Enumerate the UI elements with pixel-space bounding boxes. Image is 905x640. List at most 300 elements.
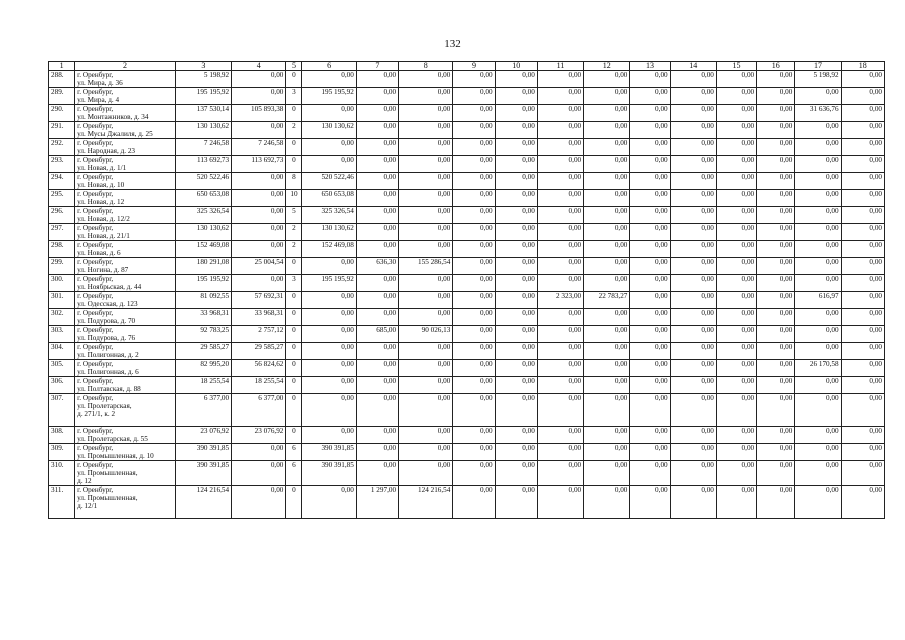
amount-cell: 0,00 bbox=[302, 377, 356, 394]
amount-cell: 130 130,62 bbox=[175, 122, 231, 139]
amount-cell: 0,00 bbox=[453, 207, 495, 224]
amount-cell: 180 291,08 bbox=[175, 258, 231, 275]
amount-cell: 0,00 bbox=[453, 394, 495, 427]
amount-cell: 23 076,92 bbox=[232, 427, 286, 444]
table-row bbox=[49, 275, 885, 292]
amount-cell: 0,00 bbox=[670, 105, 716, 122]
amount-cell: 0,00 bbox=[453, 88, 495, 105]
amount-cell: 0,00 bbox=[302, 105, 356, 122]
amount-cell: 0,00 bbox=[584, 122, 630, 139]
amount-cell: 0,00 bbox=[495, 377, 537, 394]
amount-cell: 195 195,92 bbox=[302, 88, 356, 105]
amount-cell: 390 391,85 bbox=[175, 444, 231, 461]
amount-cell: 0,00 bbox=[670, 88, 716, 105]
amount-cell: 0,00 bbox=[453, 275, 495, 292]
amount-cell: 650 653,08 bbox=[302, 190, 356, 207]
table-row bbox=[49, 427, 885, 444]
amount-cell: 0,00 bbox=[356, 207, 398, 224]
amount-cell: 0,00 bbox=[716, 173, 756, 190]
amount-cell: 0,00 bbox=[670, 156, 716, 173]
amount-cell: 0,00 bbox=[232, 71, 286, 88]
amount-cell: 0,00 bbox=[716, 292, 756, 309]
amount-cell: 0,00 bbox=[537, 190, 583, 207]
amount-cell: 0,00 bbox=[716, 105, 756, 122]
amount-cell: 0,00 bbox=[584, 309, 630, 326]
row-number: 306. bbox=[49, 377, 75, 394]
amount-cell: 0,00 bbox=[584, 71, 630, 88]
amount-cell: 0,00 bbox=[399, 88, 453, 105]
amount-cell: 0,00 bbox=[584, 461, 630, 486]
amount-cell: 0,00 bbox=[584, 343, 630, 360]
amount-cell: 0,00 bbox=[584, 486, 630, 519]
amount-cell: 0,00 bbox=[757, 224, 795, 241]
amount-cell: 0,00 bbox=[670, 444, 716, 461]
amount-cell: 0,00 bbox=[399, 207, 453, 224]
amount-cell: 0,00 bbox=[453, 461, 495, 486]
table-row bbox=[49, 105, 885, 122]
amount-cell: 0,00 bbox=[399, 241, 453, 258]
amount-cell: 0,00 bbox=[302, 394, 356, 427]
amount-cell: 0,00 bbox=[630, 326, 670, 343]
amount-cell: 0,00 bbox=[841, 427, 884, 444]
amount-cell: 0,00 bbox=[630, 241, 670, 258]
amount-cell: 0,00 bbox=[453, 343, 495, 360]
amount-cell: 0,00 bbox=[670, 139, 716, 156]
amount-cell: 0,00 bbox=[670, 461, 716, 486]
amount-cell: 0,00 bbox=[453, 241, 495, 258]
amount-cell: 0,00 bbox=[399, 105, 453, 122]
column-number-6: 6 bbox=[302, 62, 356, 71]
row-number: 303. bbox=[49, 326, 75, 343]
column-number-5: 5 bbox=[286, 62, 302, 71]
amount-cell: 0,00 bbox=[841, 156, 884, 173]
amount-cell: 0,00 bbox=[757, 241, 795, 258]
amount-cell: 0,00 bbox=[453, 105, 495, 122]
amount-cell: 0,00 bbox=[670, 377, 716, 394]
column-number-17: 17 bbox=[795, 62, 841, 71]
amount-cell: 0,00 bbox=[716, 360, 756, 377]
amount-cell: 0,00 bbox=[356, 292, 398, 309]
amount-cell: 23 076,92 bbox=[175, 427, 231, 444]
address-cell: г. Оренбург, ул. Пролетарская, д. 55 bbox=[75, 427, 176, 444]
amount-cell: 0,00 bbox=[716, 326, 756, 343]
address-cell: г. Оренбург, ул. Новая, д. 10 bbox=[75, 173, 176, 190]
amount-cell: 0,00 bbox=[757, 173, 795, 190]
column-number-4: 4 bbox=[232, 62, 286, 71]
amount-cell: 0,00 bbox=[757, 461, 795, 486]
row-number: 297. bbox=[49, 224, 75, 241]
count-cell: 2 bbox=[286, 122, 302, 139]
amount-cell: 0,00 bbox=[757, 207, 795, 224]
amount-cell: 0,00 bbox=[757, 105, 795, 122]
amount-cell: 0,00 bbox=[795, 207, 841, 224]
address-cell: г. Оренбург, ул. Монтажников, д. 34 bbox=[75, 105, 176, 122]
address-cell: г. Оренбург, ул. Полтавская, д. 88 bbox=[75, 377, 176, 394]
count-cell: 0 bbox=[286, 258, 302, 275]
amount-cell: 0,00 bbox=[630, 88, 670, 105]
amount-cell: 0,00 bbox=[670, 360, 716, 377]
amount-cell: 0,00 bbox=[399, 292, 453, 309]
amount-cell: 0,00 bbox=[399, 377, 453, 394]
table-row bbox=[49, 461, 885, 486]
amount-cell: 0,00 bbox=[537, 207, 583, 224]
row-number: 300. bbox=[49, 275, 75, 292]
amount-cell: 1 297,00 bbox=[356, 486, 398, 519]
amount-cell: 0,00 bbox=[453, 258, 495, 275]
amount-cell: 0,00 bbox=[232, 241, 286, 258]
amount-cell: 0,00 bbox=[841, 122, 884, 139]
amount-cell: 113 692,73 bbox=[175, 156, 231, 173]
amount-cell: 0,00 bbox=[795, 258, 841, 275]
amount-cell: 0,00 bbox=[356, 156, 398, 173]
amount-cell: 0,00 bbox=[841, 105, 884, 122]
amount-cell: 0,00 bbox=[716, 190, 756, 207]
amount-cell: 0,00 bbox=[630, 486, 670, 519]
amount-cell: 0,00 bbox=[495, 394, 537, 427]
row-number: 305. bbox=[49, 360, 75, 377]
amount-cell: 0,00 bbox=[356, 105, 398, 122]
amount-cell: 0,00 bbox=[757, 360, 795, 377]
column-number-9: 9 bbox=[453, 62, 495, 71]
amount-cell: 0,00 bbox=[841, 486, 884, 519]
count-cell: 0 bbox=[286, 394, 302, 427]
amount-cell: 0,00 bbox=[716, 241, 756, 258]
amount-cell: 0,00 bbox=[757, 427, 795, 444]
amount-cell: 0,00 bbox=[537, 427, 583, 444]
column-number-1: 1 bbox=[49, 62, 75, 71]
row-number: 292. bbox=[49, 139, 75, 156]
amount-cell: 7 246,58 bbox=[232, 139, 286, 156]
amount-cell: 0,00 bbox=[356, 122, 398, 139]
amount-cell: 0,00 bbox=[795, 444, 841, 461]
amount-cell: 0,00 bbox=[795, 309, 841, 326]
address-cell: г. Оренбург, ул. Пролетарская, д. 271/1, к. 2 bbox=[75, 394, 176, 427]
amount-cell: 0,00 bbox=[537, 241, 583, 258]
row-number: 301. bbox=[49, 292, 75, 309]
amount-cell: 7 246,58 bbox=[175, 139, 231, 156]
amount-cell: 0,00 bbox=[716, 309, 756, 326]
amount-cell: 0,00 bbox=[716, 377, 756, 394]
address-cell: г. Оренбург, ул. Мира, д. 4 bbox=[75, 88, 176, 105]
count-cell: 0 bbox=[286, 71, 302, 88]
amount-cell: 5 198,92 bbox=[175, 71, 231, 88]
table-row bbox=[49, 207, 885, 224]
amount-cell: 0,00 bbox=[757, 122, 795, 139]
count-cell: 8 bbox=[286, 173, 302, 190]
amount-cell: 0,00 bbox=[399, 224, 453, 241]
amount-cell: 0,00 bbox=[757, 139, 795, 156]
amount-cell: 0,00 bbox=[537, 360, 583, 377]
amount-cell: 0,00 bbox=[670, 275, 716, 292]
amount-cell: 0,00 bbox=[537, 486, 583, 519]
amount-cell: 0,00 bbox=[841, 461, 884, 486]
amount-cell: 0,00 bbox=[453, 360, 495, 377]
amount-cell: 0,00 bbox=[399, 427, 453, 444]
amount-cell: 0,00 bbox=[757, 394, 795, 427]
address-cell: г. Оренбург, ул. Подурова, д. 70 bbox=[75, 309, 176, 326]
amount-cell: 0,00 bbox=[795, 326, 841, 343]
amount-cell: 0,00 bbox=[670, 394, 716, 427]
amount-cell: 0,00 bbox=[232, 207, 286, 224]
amount-cell: 0,00 bbox=[795, 427, 841, 444]
amount-cell: 520 522,46 bbox=[302, 173, 356, 190]
amount-cell: 0,00 bbox=[670, 71, 716, 88]
amount-cell: 616,97 bbox=[795, 292, 841, 309]
amount-cell: 0,00 bbox=[537, 156, 583, 173]
amount-cell: 0,00 bbox=[757, 190, 795, 207]
amount-cell: 152 469,08 bbox=[302, 241, 356, 258]
row-number: 311. bbox=[49, 486, 75, 519]
count-cell: 2 bbox=[286, 224, 302, 241]
amount-cell: 18 255,54 bbox=[232, 377, 286, 394]
amount-cell: 325 326,54 bbox=[302, 207, 356, 224]
amount-cell: 0,00 bbox=[356, 275, 398, 292]
amount-cell: 195 195,92 bbox=[302, 275, 356, 292]
amount-cell: 0,00 bbox=[453, 139, 495, 156]
table-row bbox=[49, 71, 885, 88]
table-row bbox=[49, 156, 885, 173]
table-row bbox=[49, 309, 885, 326]
amount-cell: 0,00 bbox=[356, 309, 398, 326]
amount-cell: 195 195,92 bbox=[175, 88, 231, 105]
amount-cell: 0,00 bbox=[453, 427, 495, 444]
amount-cell: 0,00 bbox=[584, 224, 630, 241]
amount-cell: 0,00 bbox=[716, 258, 756, 275]
amount-cell: 0,00 bbox=[399, 343, 453, 360]
count-cell: 6 bbox=[286, 461, 302, 486]
amount-cell: 0,00 bbox=[302, 309, 356, 326]
amount-cell: 155 286,54 bbox=[399, 258, 453, 275]
amount-cell: 0,00 bbox=[495, 190, 537, 207]
amount-cell: 0,00 bbox=[584, 394, 630, 427]
amount-cell: 0,00 bbox=[716, 207, 756, 224]
amount-cell: 0,00 bbox=[584, 360, 630, 377]
amount-cell: 0,00 bbox=[584, 427, 630, 444]
amount-cell: 0,00 bbox=[670, 427, 716, 444]
row-number: 310. bbox=[49, 461, 75, 486]
amount-cell: 0,00 bbox=[841, 139, 884, 156]
amount-cell: 0,00 bbox=[584, 105, 630, 122]
table-row bbox=[49, 486, 885, 519]
amount-cell: 0,00 bbox=[495, 360, 537, 377]
amount-cell: 90 026,13 bbox=[399, 326, 453, 343]
amount-cell: 0,00 bbox=[356, 343, 398, 360]
amount-cell: 0,00 bbox=[630, 444, 670, 461]
amount-cell: 0,00 bbox=[356, 139, 398, 156]
amount-cell: 130 130,62 bbox=[302, 122, 356, 139]
column-number-8: 8 bbox=[399, 62, 453, 71]
amount-cell: 0,00 bbox=[757, 275, 795, 292]
row-number: 308. bbox=[49, 427, 75, 444]
amount-cell: 152 469,08 bbox=[175, 241, 231, 258]
amount-cell: 0,00 bbox=[453, 71, 495, 88]
amount-cell: 0,00 bbox=[495, 309, 537, 326]
row-number: 293. bbox=[49, 156, 75, 173]
row-number: 299. bbox=[49, 258, 75, 275]
amount-cell: 0,00 bbox=[232, 224, 286, 241]
row-number: 304. bbox=[49, 343, 75, 360]
table-row bbox=[49, 377, 885, 394]
amount-cell: 0,00 bbox=[356, 377, 398, 394]
amount-cell: 0,00 bbox=[232, 173, 286, 190]
address-cell: г. Оренбург, ул. Новая, д. 6 bbox=[75, 241, 176, 258]
amount-cell: 31 636,76 bbox=[795, 105, 841, 122]
amount-cell: 0,00 bbox=[716, 427, 756, 444]
amount-cell: 0,00 bbox=[495, 122, 537, 139]
amount-cell: 0,00 bbox=[716, 444, 756, 461]
amount-cell: 0,00 bbox=[495, 156, 537, 173]
amount-cell: 0,00 bbox=[670, 173, 716, 190]
row-number: 307. bbox=[49, 394, 75, 427]
address-cell: г. Оренбург, ул. Мира, д. 36 bbox=[75, 71, 176, 88]
amount-cell: 0,00 bbox=[670, 486, 716, 519]
amount-cell: 0,00 bbox=[356, 71, 398, 88]
amount-cell: 0,00 bbox=[495, 258, 537, 275]
amount-cell: 0,00 bbox=[453, 292, 495, 309]
table-row bbox=[49, 241, 885, 258]
amount-cell: 0,00 bbox=[302, 258, 356, 275]
amount-cell: 0,00 bbox=[302, 326, 356, 343]
amount-cell: 0,00 bbox=[630, 343, 670, 360]
amount-cell: 0,00 bbox=[630, 427, 670, 444]
table-row bbox=[49, 360, 885, 377]
amount-cell: 520 522,46 bbox=[175, 173, 231, 190]
amount-cell: 0,00 bbox=[495, 241, 537, 258]
amount-cell: 2 757,12 bbox=[232, 326, 286, 343]
amount-cell: 0,00 bbox=[795, 173, 841, 190]
amount-cell: 124 216,54 bbox=[399, 486, 453, 519]
amount-cell: 124 216,54 bbox=[175, 486, 231, 519]
amount-cell: 0,00 bbox=[537, 258, 583, 275]
amount-cell: 0,00 bbox=[302, 343, 356, 360]
amount-cell: 0,00 bbox=[399, 122, 453, 139]
amount-cell: 0,00 bbox=[537, 71, 583, 88]
amount-cell: 0,00 bbox=[537, 88, 583, 105]
amount-cell: 0,00 bbox=[399, 173, 453, 190]
amount-cell: 0,00 bbox=[356, 394, 398, 427]
amount-cell: 0,00 bbox=[795, 377, 841, 394]
count-cell: 0 bbox=[286, 486, 302, 519]
amount-cell: 0,00 bbox=[495, 326, 537, 343]
amount-cell: 0,00 bbox=[630, 224, 670, 241]
amount-cell: 0,00 bbox=[399, 139, 453, 156]
amount-cell: 0,00 bbox=[453, 444, 495, 461]
amount-cell: 2 323,00 bbox=[537, 292, 583, 309]
table-row bbox=[49, 88, 885, 105]
amount-cell: 0,00 bbox=[716, 156, 756, 173]
amount-cell: 57 692,31 bbox=[232, 292, 286, 309]
amount-cell: 0,00 bbox=[453, 309, 495, 326]
amount-cell: 0,00 bbox=[232, 190, 286, 207]
count-cell: 0 bbox=[286, 326, 302, 343]
amount-cell: 325 326,54 bbox=[175, 207, 231, 224]
amount-cell: 0,00 bbox=[537, 275, 583, 292]
amount-cell: 0,00 bbox=[841, 190, 884, 207]
amount-cell: 0,00 bbox=[537, 122, 583, 139]
amount-cell: 0,00 bbox=[537, 105, 583, 122]
amount-cell: 0,00 bbox=[670, 309, 716, 326]
amount-cell: 0,00 bbox=[841, 343, 884, 360]
amount-cell: 33 968,31 bbox=[175, 309, 231, 326]
amount-cell: 0,00 bbox=[495, 71, 537, 88]
amount-cell: 0,00 bbox=[795, 139, 841, 156]
table-row bbox=[49, 224, 885, 241]
amount-cell: 0,00 bbox=[356, 241, 398, 258]
amount-cell: 0,00 bbox=[584, 190, 630, 207]
amount-cell: 0,00 bbox=[630, 275, 670, 292]
amount-cell: 0,00 bbox=[630, 292, 670, 309]
amount-cell: 0,00 bbox=[495, 292, 537, 309]
count-cell: 0 bbox=[286, 377, 302, 394]
amount-cell: 0,00 bbox=[453, 156, 495, 173]
amount-cell: 92 783,25 bbox=[175, 326, 231, 343]
count-cell: 0 bbox=[286, 343, 302, 360]
amount-cell: 650 653,08 bbox=[175, 190, 231, 207]
amount-cell: 18 255,54 bbox=[175, 377, 231, 394]
amount-cell: 0,00 bbox=[795, 241, 841, 258]
amount-cell: 0,00 bbox=[356, 360, 398, 377]
amount-cell: 0,00 bbox=[302, 427, 356, 444]
amount-cell: 33 968,31 bbox=[232, 309, 286, 326]
table-row bbox=[49, 122, 885, 139]
amount-cell: 82 995,20 bbox=[175, 360, 231, 377]
count-cell: 6 bbox=[286, 444, 302, 461]
address-cell: г. Оренбург, ул. Промышленная, д. 12/1 bbox=[75, 486, 176, 519]
address-cell: г. Оренбург, ул. Одесская, д. 123 bbox=[75, 292, 176, 309]
amount-cell: 0,00 bbox=[356, 224, 398, 241]
amount-cell: 0,00 bbox=[716, 224, 756, 241]
address-cell: г. Оренбург, ул. Полигонная, д. 2 bbox=[75, 343, 176, 360]
amount-cell: 0,00 bbox=[630, 122, 670, 139]
amount-cell: 0,00 bbox=[584, 326, 630, 343]
amount-cell: 0,00 bbox=[795, 275, 841, 292]
amount-cell: 0,00 bbox=[302, 71, 356, 88]
amount-cell: 195 195,92 bbox=[175, 275, 231, 292]
amount-cell: 0,00 bbox=[495, 461, 537, 486]
amount-cell: 0,00 bbox=[795, 343, 841, 360]
amount-cell: 0,00 bbox=[584, 275, 630, 292]
address-cell: г. Оренбург, ул. Народная, д. 23 bbox=[75, 139, 176, 156]
amount-cell: 81 092,55 bbox=[175, 292, 231, 309]
amount-cell: 685,00 bbox=[356, 326, 398, 343]
amount-cell: 0,00 bbox=[630, 190, 670, 207]
amount-cell: 0,00 bbox=[302, 360, 356, 377]
column-number-7: 7 bbox=[356, 62, 398, 71]
amount-cell: 0,00 bbox=[537, 461, 583, 486]
amount-cell: 0,00 bbox=[302, 292, 356, 309]
count-cell: 3 bbox=[286, 275, 302, 292]
amount-cell: 0,00 bbox=[757, 486, 795, 519]
amount-cell: 0,00 bbox=[537, 377, 583, 394]
data-table bbox=[48, 61, 885, 519]
address-cell: г. Оренбург, ул. Новая, д. 12/2 bbox=[75, 207, 176, 224]
column-number-10: 10 bbox=[495, 62, 537, 71]
count-cell: 0 bbox=[286, 139, 302, 156]
count-cell: 0 bbox=[286, 156, 302, 173]
amount-cell: 0,00 bbox=[757, 377, 795, 394]
amount-cell: 0,00 bbox=[841, 326, 884, 343]
amount-cell: 0,00 bbox=[670, 122, 716, 139]
amount-cell: 0,00 bbox=[630, 139, 670, 156]
amount-cell: 25 004,54 bbox=[232, 258, 286, 275]
amount-cell: 0,00 bbox=[841, 224, 884, 241]
amount-cell: 0,00 bbox=[841, 444, 884, 461]
amount-cell: 0,00 bbox=[757, 309, 795, 326]
address-cell: г. Оренбург, ул. Новая, д. 12 bbox=[75, 190, 176, 207]
amount-cell: 0,00 bbox=[495, 105, 537, 122]
column-number-row bbox=[49, 62, 885, 71]
amount-cell: 0,00 bbox=[399, 190, 453, 207]
